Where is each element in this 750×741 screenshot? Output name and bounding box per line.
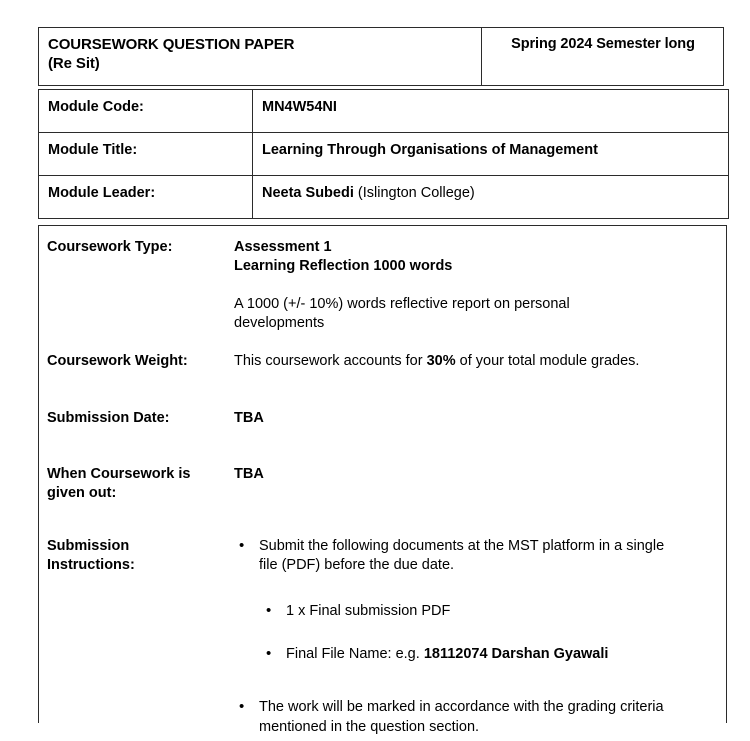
module-code-label: Module Code: — [39, 90, 253, 133]
given-out-row — [38, 465, 729, 503]
instructions-bullet-list-level2 — [234, 602, 717, 665]
paper-title-line1: COURSEWORK QUESTION PAPER — [48, 36, 295, 53]
weight-suffix: of your total module grades. — [455, 352, 640, 369]
instruction-1-sub-2-prefix: Final File Name: e.g. — [286, 646, 424, 663]
coursework-detail-grid — [38, 225, 729, 741]
coursework-weight-row — [38, 352, 729, 371]
coursework-type-description: A 1000 (+/- 10%) words reflective report on personal developments — [234, 295, 570, 332]
given-out-value: TBA — [234, 465, 264, 482]
module-title-value — [253, 133, 729, 176]
given-out-label — [38, 465, 234, 503]
instruction-1-text: • Submit the following documents at the MST platform in a single file (PDF) before the due date. — [259, 537, 665, 574]
module-title-text: Learning Through Organisations of Management — [262, 142, 598, 158]
submission-date-value: TBA — [234, 410, 264, 427]
coursework-type-label: Coursework Type: — [47, 239, 173, 255]
list-item — [234, 602, 717, 621]
list-item — [234, 537, 717, 576]
submission-instructions-label — [38, 537, 234, 575]
submission-instructions-label-line2: Instructions: — [47, 556, 135, 573]
paper-title — [48, 35, 473, 73]
coursework-type-line1: Assessment 1 — [234, 239, 332, 255]
table-row — [39, 90, 729, 133]
weight-prefix: This coursework accounts for — [234, 352, 427, 369]
term-cell: Spring 2024 Semester long — [482, 28, 724, 86]
paper-title-line2: (Re Sit) — [48, 55, 100, 73]
header-banner-table — [38, 27, 724, 86]
module-code-text: MN4W54NI — [262, 99, 337, 115]
module-leader-label: Module Leader: — [39, 176, 253, 219]
given-out-label-line2: given out: — [47, 484, 117, 501]
instruction-1-sub-1-text: 1 x Final submission PDF — [286, 602, 451, 619]
submission-date-label: Submission Date: — [47, 410, 170, 427]
submission-instructions-body — [234, 537, 729, 741]
submission-instructions-label-line1: Submission — [47, 537, 130, 554]
coursework-weight-body — [234, 352, 729, 371]
module-leader-value — [253, 176, 729, 219]
coursework-type-row — [38, 238, 729, 334]
list-item — [234, 645, 717, 664]
coursework-type-line2: Learning Reflection 1000 words — [234, 258, 453, 275]
instruction-2-text: • The work will be marked in accordance with the grading criteria mentioned in the question section. — [259, 699, 664, 735]
header-banner-row — [39, 28, 724, 86]
paper-title-cell — [39, 28, 482, 86]
list-item — [234, 698, 717, 737]
coursework-type-body — [234, 238, 729, 334]
module-leader-affiliation: (Islington College) — [353, 185, 475, 201]
instruction-1-sub-2-filename: 18112074 Darshan Gyawali — [423, 646, 609, 663]
submission-date-body — [234, 409, 729, 428]
coursework-weight-label: Coursework Weight: — [47, 352, 188, 369]
table-row — [39, 176, 729, 219]
given-out-body — [234, 465, 729, 484]
module-code-value — [253, 90, 729, 133]
module-title-label: Module Title: — [39, 133, 253, 176]
module-leader-name: Neeta Subedi — [262, 185, 354, 201]
table-row — [39, 133, 729, 176]
weight-value: 30% — [426, 352, 456, 369]
given-out-label-line1: When Coursework is — [47, 465, 191, 482]
instructions-bullet-list-level1-second — [234, 698, 717, 737]
submission-date-row — [38, 409, 729, 428]
submission-instructions-row — [38, 537, 729, 741]
instructions-bullet-list-level1 — [234, 537, 717, 576]
module-info-table — [38, 89, 729, 219]
